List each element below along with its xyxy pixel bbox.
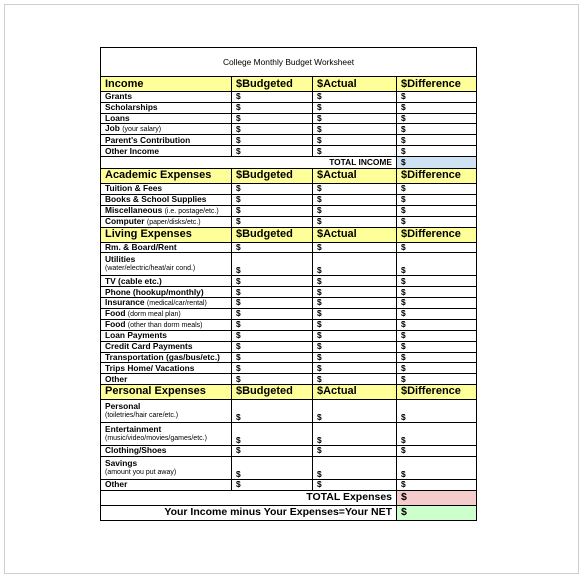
section-header-academic — [101, 168, 477, 183]
actual-cell[interactable]: $ — [313, 479, 397, 490]
table-row — [101, 92, 477, 103]
actual-cell[interactable]: $ — [313, 253, 397, 276]
table-row — [101, 341, 477, 352]
difference-cell[interactable]: $ — [397, 102, 477, 113]
column-difference-header: $Difference — [397, 168, 477, 183]
row-label-text: Insurance — [105, 297, 145, 307]
row-label — [101, 135, 232, 146]
row-label-text: Tuition & Fees — [105, 183, 163, 194]
table-row — [101, 308, 477, 319]
table-row — [101, 183, 477, 194]
difference-cell[interactable]: $ — [397, 445, 477, 456]
difference-cell[interactable]: $ — [397, 352, 477, 363]
column-difference-header: $Difference — [397, 384, 477, 399]
difference-cell[interactable]: $ — [397, 135, 477, 146]
actual-cell[interactable]: $ — [313, 374, 397, 385]
row-label-text: Rm. & Board/Rent — [105, 242, 177, 252]
table-row — [101, 319, 477, 330]
row-label-text: Grants — [105, 91, 132, 102]
column-difference-header: $Difference — [397, 227, 477, 242]
row-label — [101, 205, 232, 216]
actual-cell[interactable]: $ — [313, 308, 397, 319]
actual-cell[interactable]: $ — [313, 445, 397, 456]
difference-cell[interactable]: $ — [397, 399, 477, 422]
row-label — [101, 319, 232, 330]
section-title-income: Income — [101, 77, 232, 92]
budgeted-cell[interactable]: $ — [232, 183, 313, 194]
row-label — [101, 297, 232, 308]
worksheet-title: College Monthly Budget Worksheet — [101, 48, 477, 77]
row-label — [101, 146, 232, 157]
row-label — [101, 113, 232, 124]
actual-cell[interactable]: $ — [313, 456, 397, 479]
section-title-living: Living Expenses — [101, 227, 232, 242]
actual-cell[interactable]: $ — [313, 124, 397, 135]
difference-cell[interactable]: $ — [397, 276, 477, 287]
section-header-living — [101, 227, 477, 242]
row-label — [101, 287, 232, 298]
actual-cell[interactable]: $ — [313, 341, 397, 352]
budgeted-cell[interactable]: $ — [232, 92, 313, 103]
budgeted-cell[interactable]: $ — [232, 297, 313, 308]
difference-cell[interactable]: $ — [397, 216, 477, 227]
actual-cell[interactable]: $ — [313, 297, 397, 308]
budgeted-cell[interactable]: $ — [232, 363, 313, 374]
budgeted-cell[interactable]: $ — [232, 374, 313, 385]
row-label — [101, 352, 232, 363]
difference-cell[interactable]: $ — [397, 330, 477, 341]
table-row — [101, 146, 477, 157]
row-label — [101, 456, 232, 479]
row-label — [101, 216, 232, 227]
table-row — [101, 135, 477, 146]
difference-cell[interactable]: $ — [397, 363, 477, 374]
net-row-value[interactable]: $ — [397, 505, 477, 520]
row-label-note: (water/electric/heat/air cond.) — [105, 265, 196, 273]
budgeted-cell[interactable]: $ — [232, 479, 313, 490]
net-row — [101, 505, 477, 520]
actual-cell[interactable]: $ — [313, 183, 397, 194]
budgeted-cell[interactable]: $ — [232, 135, 313, 146]
difference-cell[interactable]: $ — [397, 479, 477, 490]
table-row — [101, 194, 477, 205]
table-row — [101, 297, 477, 308]
budgeted-cell[interactable]: $ — [232, 253, 313, 276]
section-header-personal — [101, 384, 477, 399]
total-expenses-row-label: TOTAL Expenses — [101, 490, 397, 505]
budgeted-cell[interactable]: $ — [232, 205, 313, 216]
row-label — [101, 242, 232, 253]
row-label — [101, 124, 232, 135]
row-label — [101, 276, 232, 287]
difference-cell[interactable]: $ — [397, 124, 477, 135]
difference-cell[interactable]: $ — [397, 146, 477, 157]
difference-cell[interactable]: $ — [397, 113, 477, 124]
budgeted-cell[interactable]: $ — [232, 102, 313, 113]
difference-cell[interactable]: $ — [397, 297, 477, 308]
actual-cell[interactable]: $ — [313, 319, 397, 330]
difference-cell[interactable]: $ — [397, 422, 477, 445]
budgeted-cell[interactable]: $ — [232, 287, 313, 298]
actual-cell[interactable]: $ — [313, 102, 397, 113]
row-label-text: Loan Payments — [105, 330, 167, 341]
difference-cell[interactable]: $ — [397, 319, 477, 330]
table-row — [101, 456, 477, 479]
row-label — [101, 183, 232, 194]
difference-cell[interactable]: $ — [397, 253, 477, 276]
budgeted-cell[interactable]: $ — [232, 242, 313, 253]
table-row — [101, 479, 477, 490]
difference-cell[interactable]: $ — [397, 183, 477, 194]
net-row-label: Your Income minus Your Expenses=Your NET — [101, 505, 397, 520]
row-label — [101, 102, 232, 113]
budgeted-cell[interactable]: $ — [232, 194, 313, 205]
actual-cell[interactable]: $ — [313, 146, 397, 157]
table-row — [101, 102, 477, 113]
row-label-text: Books & School Supplies — [105, 194, 207, 205]
row-label-note: (amount you put away) — [105, 468, 177, 476]
difference-cell[interactable]: $ — [397, 205, 477, 216]
table-row — [101, 242, 477, 253]
row-label — [101, 363, 232, 374]
row-label-text: Entertainment — [105, 423, 162, 434]
row-label-text: Transportation (gas/bus/etc.) — [105, 352, 220, 362]
column-budgeted-header: $Budgeted — [232, 384, 313, 399]
row-label-text: Other — [105, 373, 128, 384]
budgeted-cell[interactable]: $ — [232, 276, 313, 287]
row-label — [101, 422, 232, 445]
row-label-note: (music/video/movies/games/etc.) — [105, 434, 207, 442]
actual-cell[interactable]: $ — [313, 399, 397, 422]
row-label-note: (toiletries/hair care/etc.) — [105, 411, 179, 419]
column-budgeted-header: $Budgeted — [232, 168, 313, 183]
difference-cell[interactable]: $ — [397, 374, 477, 385]
row-label-text: Phone (hookup/monthly) — [105, 286, 204, 297]
difference-cell[interactable]: $ — [397, 308, 477, 319]
row-label — [101, 253, 232, 276]
budget-worksheet-table — [100, 47, 477, 521]
row-label — [101, 374, 232, 385]
total-income-row-label: TOTAL INCOME — [101, 156, 397, 168]
section-header-income — [101, 77, 477, 92]
table-row — [101, 287, 477, 298]
total-expenses-row — [101, 490, 477, 505]
table-row — [101, 363, 477, 374]
table-row — [101, 216, 477, 227]
row-label-note: (other than dorm meals) — [127, 321, 203, 329]
budgeted-cell[interactable]: $ — [232, 422, 313, 445]
table-row — [101, 399, 477, 422]
table-row — [101, 422, 477, 445]
budgeted-cell[interactable]: $ — [232, 124, 313, 135]
row-label-note: (dorm meal plan) — [127, 310, 181, 318]
budgeted-cell[interactable]: $ — [232, 399, 313, 422]
row-label — [101, 330, 232, 341]
difference-cell[interactable]: $ — [397, 242, 477, 253]
actual-cell[interactable]: $ — [313, 422, 397, 445]
difference-cell[interactable]: $ — [397, 92, 477, 103]
row-label-text: Clothing/Shoes — [105, 445, 167, 456]
row-label-text: Trips Home/ Vacations — [105, 362, 195, 373]
table-row — [101, 445, 477, 456]
row-label-note: (your salary) — [122, 126, 162, 134]
row-label-text: Savings — [105, 457, 138, 468]
row-label-text: Miscellaneous — [105, 205, 163, 215]
section-title-personal: Personal Expenses — [101, 384, 232, 399]
table-row — [101, 352, 477, 363]
actual-cell[interactable]: $ — [313, 205, 397, 216]
difference-cell[interactable]: $ — [397, 456, 477, 479]
table-row — [101, 113, 477, 124]
row-label — [101, 399, 232, 422]
row-label-text: Food — [105, 308, 126, 318]
actual-cell[interactable]: $ — [313, 352, 397, 363]
row-label — [101, 194, 232, 205]
row-label-note: (medical/car/rental) — [146, 299, 207, 307]
budgeted-cell[interactable]: $ — [232, 308, 313, 319]
row-label-text: Personal — [105, 400, 141, 411]
row-label-text: Other — [105, 479, 128, 490]
budgeted-cell[interactable]: $ — [232, 113, 313, 124]
row-label-note: (paper/disks/etc.) — [146, 218, 201, 226]
row-label-text: Computer — [105, 216, 145, 226]
actual-cell[interactable]: $ — [313, 242, 397, 253]
total-income-row — [101, 156, 477, 168]
budgeted-cell[interactable]: $ — [232, 445, 313, 456]
budgeted-cell[interactable]: $ — [232, 216, 313, 227]
row-label-text: Utilities — [105, 254, 136, 265]
actual-cell[interactable]: $ — [313, 194, 397, 205]
budgeted-cell[interactable]: $ — [232, 352, 313, 363]
row-label-text: Scholarships — [105, 102, 158, 113]
total-expenses-row-value[interactable]: $ — [397, 490, 477, 505]
row-label — [101, 308, 232, 319]
table-row — [101, 124, 477, 135]
budgeted-cell[interactable]: $ — [232, 341, 313, 352]
row-label-note: (i.e. postage/etc.) — [164, 207, 219, 215]
column-actual-header: $Actual — [313, 77, 397, 92]
table-row — [101, 276, 477, 287]
row-label-text: Loans — [105, 113, 130, 123]
row-label — [101, 479, 232, 490]
actual-cell[interactable]: $ — [313, 276, 397, 287]
row-label — [101, 341, 232, 352]
actual-cell[interactable]: $ — [313, 92, 397, 103]
actual-cell[interactable]: $ — [313, 135, 397, 146]
section-title-academic: Academic Expenses — [101, 168, 232, 183]
table-row — [101, 205, 477, 216]
actual-cell[interactable]: $ — [313, 113, 397, 124]
table-row — [101, 253, 477, 276]
difference-cell[interactable]: $ — [397, 287, 477, 298]
budgeted-cell[interactable]: $ — [232, 456, 313, 479]
row-label-text: Food — [105, 319, 126, 329]
difference-cell[interactable]: $ — [397, 341, 477, 352]
budgeted-cell[interactable]: $ — [232, 330, 313, 341]
table-row — [101, 374, 477, 385]
difference-cell[interactable]: $ — [397, 194, 477, 205]
budgeted-cell[interactable]: $ — [232, 146, 313, 157]
actual-cell[interactable]: $ — [313, 287, 397, 298]
row-label-text: TV (cable etc.) — [105, 275, 162, 286]
column-difference-header: $Difference — [397, 77, 477, 92]
column-actual-header: $Actual — [313, 227, 397, 242]
column-actual-header: $Actual — [313, 384, 397, 399]
actual-cell[interactable]: $ — [313, 330, 397, 341]
column-actual-header: $Actual — [313, 168, 397, 183]
row-label-text: Job — [105, 123, 120, 134]
row-label — [101, 445, 232, 456]
actual-cell[interactable]: $ — [313, 363, 397, 374]
row-label-text: Credit Card Payments — [105, 341, 193, 352]
column-budgeted-header: $Budgeted — [232, 77, 313, 92]
total-income-row-value[interactable]: $ — [397, 156, 477, 168]
table-row — [101, 330, 477, 341]
column-budgeted-header: $Budgeted — [232, 227, 313, 242]
budgeted-cell[interactable]: $ — [232, 319, 313, 330]
actual-cell[interactable]: $ — [313, 216, 397, 227]
row-label-text: Parent's Contribution — [105, 134, 191, 145]
row-label — [101, 92, 232, 103]
row-label-text: Other Income — [105, 145, 159, 156]
